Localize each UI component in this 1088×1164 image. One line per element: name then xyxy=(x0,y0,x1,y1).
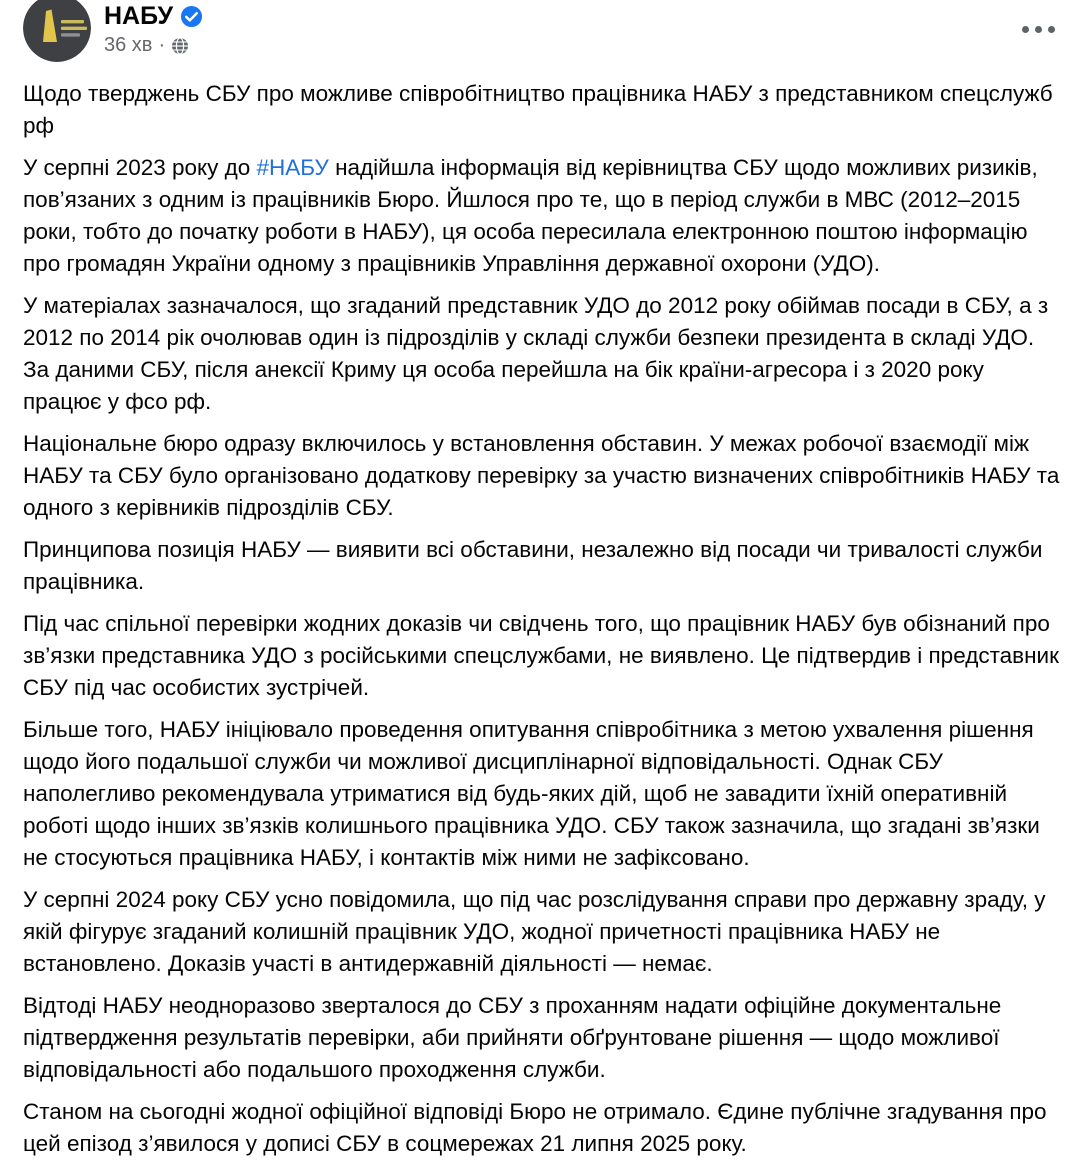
page-name[interactable]: НАБУ xyxy=(104,2,174,30)
page-avatar[interactable] xyxy=(23,0,91,62)
post-paragraph: Щодо тверджень СБУ про можливе співробітництво працівника НАБУ з представником спецслужб рф xyxy=(23,81,1053,138)
verified-badge-icon xyxy=(180,5,203,28)
post-paragraph: У матеріалах зазначалося, що згаданий представник УДО до 2012 року обіймав посади в СБУ, а з 2012 по 2014 рік очолював один із підрозділів у складі служби безпеки президента в складі УДО. За даними СБУ, після анексії Криму ця особа перейшла на бік країни-агресора і з 2020 року працює у фсо рф. xyxy=(23,293,1049,414)
post-meta xyxy=(104,34,203,56)
post-paragraph: Під час спільної перевірки жодних доказів чи свідчень того, що працівник НАБУ був обізнаний про зв’язки представника УДО з російськими спецслужбами, не виявлено. Це підтвердив і представник СБУ під час особистих зустрічей. xyxy=(23,611,1059,700)
dot-icon xyxy=(1048,26,1055,33)
post-header xyxy=(23,0,1065,66)
timestamp[interactable]: 36 хв xyxy=(104,34,153,56)
post-header-info xyxy=(104,0,203,56)
post-paragraph: Більше того, НАБУ ініціювало проведення опитування співробітника з метою ухвалення рішення щодо його подальшої служби чи можливої дисциплінарної відповідальності. Однак СБУ наполегливо рекомендувала утриматися від будь-яких дій, щоб не завадити їхній оперативній роботі щодо інших зв’язків колишнього працівника УДО. СБУ також зазначила, що згадані зв’язки не стосуються працівника НАБУ, і контактів між ними не зафіксовано. xyxy=(23,717,1040,870)
post-content xyxy=(23,78,1065,1160)
post-paragraph: Відтоді НАБУ неодноразово зверталося до СБУ з проханням надати офіційне документальне підтвердження результатів перевірки, аби прийняти обґрунтоване рішення — щодо можливої відповідальності або подальшого проходження служби. xyxy=(23,993,1002,1082)
nabu-logo-icon xyxy=(23,0,91,62)
post-paragraph: У серпні 2024 року СБУ усно повідомила, що під час розслідування справи про державну зраду, у якій фігурує згаданий колишній працівник УДО, жодної причетності працівника НАБУ не встановлено. Доказів участі в антидержавній діяльності — немає. xyxy=(23,887,1046,976)
post-paragraph: Принципова позиція НАБУ — виявити всі обставини, незалежно від посади чи тривалості служби працівника. xyxy=(23,537,1043,594)
globe-privacy-icon xyxy=(171,37,189,55)
dot-icon xyxy=(1022,26,1029,33)
dot-icon xyxy=(1035,26,1042,33)
post-paragraph: У серпні 2023 року до #НАБУ надійшла інформація від керівництва СБУ щодо можливих ризиків, пов’язаних з одним із працівників Бюро. Йшлося про те, що в період служби в МВС (2012–2015 роки, тобто до початку роботи в НАБУ), ця особа пересилала електронною поштою інформацію про громадян України одному з працівників Управління державної охорони (УДО). xyxy=(23,155,1038,276)
more-options-button[interactable] xyxy=(1014,18,1063,41)
meta-separator: · xyxy=(158,34,166,56)
hashtag-link[interactable]: #НАБУ xyxy=(256,155,329,180)
post-paragraph: Станом на сьогодні жодної офіційної відповіді Бюро не отримало. Єдине публічне згадування про цей епізод з’явилося у дописі СБУ в соцмережах 21 липня 2025 року. xyxy=(23,1099,1047,1156)
post-paragraph: Національне бюро одразу включилось у встановлення обставин. У межах робочої взаємодії між НАБУ та СБУ було організовано додаткову перевірку за участю визначених співробітників НАБУ та одного з керівників підрозділів СБУ. xyxy=(23,431,1060,520)
